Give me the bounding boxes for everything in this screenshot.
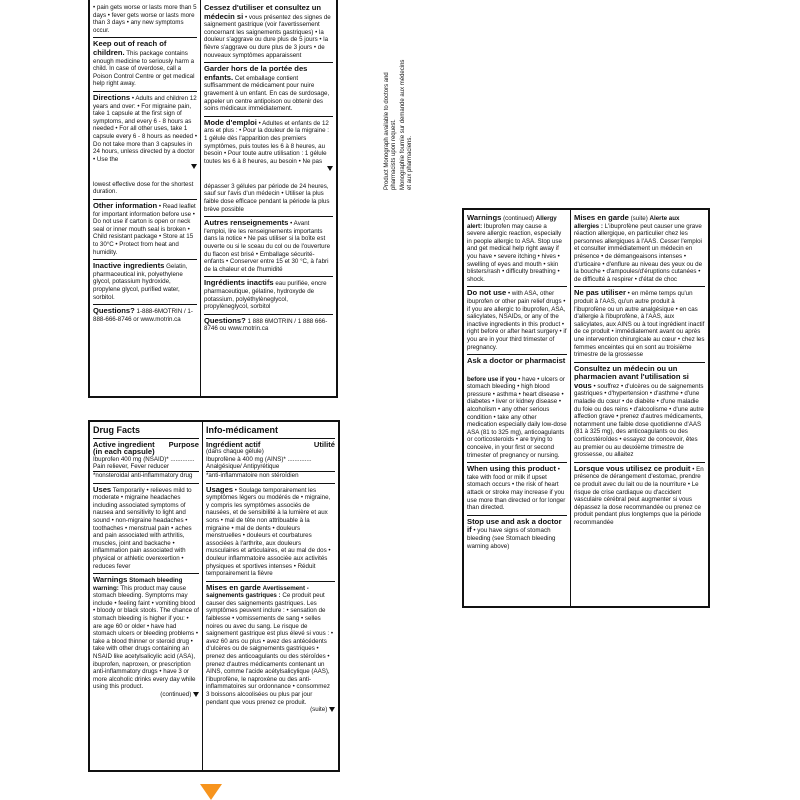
monograph-line-1: Product Monograph available to doctors and — [384, 72, 390, 190]
pa-right-section-autres-renseignements — [204, 217, 333, 277]
panel-c-english — [464, 210, 570, 606]
pc-left-section-warnings — [467, 212, 567, 287]
section-text: This package contains enough medicine to seriously harm a child. In case of overdose, call a Poison Control Centre or get medical help right away. — [93, 49, 195, 88]
section-heading: Lorsque vous utilisez ce produit — [574, 463, 691, 473]
pa-left-section-other-information — [93, 200, 197, 260]
section-text: • Adults and children 12 years and over: • For migraine pain, take 1 capsule at the first sign of symptoms, and every 6 - 8 hours as needed • For all other uses, take 1 capsule every 6 - 8 hours as needed • Do not take more than 3 capsules in 24 hours, unless directed by a doctor • Use the — [93, 94, 197, 163]
section-text: • you have signs of stomach bleeding (see Stomach bleeding warning above) — [467, 527, 556, 550]
drug-facts-english — [90, 422, 202, 770]
section-text: • with ASA, other ibuprofen or other pain relief drugs • if you are allergic to ibuprofen, ASA, salicylates, NSAIDs, or any of the inactive ingredients in this product • right before or after heart surgery • if you are in your third trimester of pregnancy. — [467, 290, 567, 351]
pa-right-section-garder-hors-de-la-portee-des-enfants — [204, 63, 333, 117]
pa-right-section-ingredients-inactifs — [204, 277, 333, 314]
uses-heading: Uses — [93, 484, 112, 494]
pa-right-section-mode-d-emploi — [204, 117, 333, 218]
section-text-secondary: • have • ulcers or stomach bleeding • high blood pressure • asthma • heart disease • diabetes • liver or kidney disease • alcoholism • any other serious condition • take any other medication especially daily low-dose ASA (81 to 325 mg), anticoagulants or corticosteroids • are trying to conceive, in your first or second trimester of pregnancy or nursing. — [467, 375, 567, 459]
section-heading: Do not use — [467, 288, 507, 298]
panel-c-french — [570, 210, 708, 606]
section-text: Gelatin, pharmaceutical ink, polyethylene glycol, potassium hydroxide, propylene glycol, purified water, sorbitol. — [93, 263, 188, 301]
mises-en-garde-text: Ce produit peut causer des saignements gastriques. Les symptômes peuvent inclure : • sensation de faiblesse • vomissements de sang • selles noires ou avec du sang. Le risque de saignement gastrique est plus élevé si vous : • avez 60 ans ou plus • avez des antécédents d'ulcères ou de saignements gastriques • prenez des anticoagulants ou des stéroïdes • prenez d'autres médicaments contenant un AINS, comme l'acide acétylsalicylique (AAS), l'ibuprofène, le naproxène ou des anti-inflammatoires sur ordonnance • consommez 3 boissons alcoolisées ou plus par jour pendant que vous prenez ce produit. — [206, 592, 334, 706]
section-text: • souffrez • d'ulcères ou de saignements gastriques • d'hypertension • d'asthme • d'une maladie du cœur • de diabète • d'une maladie du foie ou des reins • d'alcoolisme • d'une autre affection grave • prenez d'autres médicaments, notamment une faible dose quotidienne d'AAS (81 à 325 mg), des anticoagulants ou des corticostéroïdes • essayez de concevoir, êtes au premier ou au deuxième trimestre de grossesse, ou allaitez — [574, 382, 704, 459]
panel-warnings-continued — [462, 208, 710, 608]
pa-right-section-questions — [204, 315, 333, 336]
continue-arrow-icon — [327, 166, 333, 171]
utilite-label: Utilité — [313, 439, 335, 449]
section-heading: Warnings — [467, 213, 502, 222]
uses-section — [93, 484, 199, 575]
usages-heading: Usages — [206, 484, 234, 494]
section-text: • vous présentez des signes de saignement gastrique (voir l'avertissement concernant les saignements gastriques) • la douleur s'aggrave ou dure plus de 5 jours • la fièvre s'aggrave ou dure plus de 3 jours • de nouveaux symptômes apparaissent — [204, 13, 331, 59]
section-heading: Ingrédients inactifs — [204, 278, 274, 288]
pc-left-section-stop-use-and-ask-a-doctor-if — [467, 516, 567, 553]
section-heading: Ne pas utiliser — [574, 288, 626, 298]
purpose-label: Purpose — [168, 439, 199, 449]
stomach-bleeding-heading: Stomach bleeding warning: — [93, 577, 183, 592]
drug-facts-french — [202, 422, 338, 770]
active-ingredient-sub: (in each capsule) — [93, 447, 155, 457]
active-ingredient-note: *nonsteroidal anti-inflammatory drug — [93, 471, 193, 479]
section-subheading: (suite) — [630, 215, 648, 222]
section-heading: When using this product — [467, 464, 557, 474]
section-continuation: lowest effective dose for the shortest duration. — [93, 180, 194, 196]
panel-directions — [88, 0, 338, 398]
monograph-line-3: Monographie fournie sur demande aux médecins — [400, 59, 406, 190]
panel-drug-facts — [88, 420, 340, 772]
monograph-line-2: pharmacists upon request. — [391, 119, 397, 190]
section-text: eau purifiée, encre pharmaceutique, gélatine, hydroxyde de potassium, polyéthylèneglycol, propylèneglycol, sorbitol — [204, 280, 327, 311]
section-heading: Cessez d'utiliser et consultez un médecin si — [204, 3, 322, 21]
pa-left-section-directions — [93, 92, 197, 200]
section-heading-secondary: Allergy alert: — [467, 215, 557, 230]
spacer — [204, 173, 333, 183]
mises-en-garde-section — [206, 582, 335, 717]
section-text: • Avant l'emploi, lire les renseignements importants dans la notice • Ne pas utiliser si la boîte est ouverte ou si le sceau du col ou de l'ouverture du flacon est brisé • Emballage sécurité-enfants • Conserver entre 15 et 30 °C, à l'abri de la chaleur et de l'humidité — [204, 220, 331, 273]
section-heading: Ask a doctor or pharmacist — [467, 356, 566, 366]
section-subheading: (continued) — [503, 215, 535, 222]
spacer — [467, 366, 567, 376]
pc-right-section-mises-en-garde — [574, 212, 705, 287]
pc-left-section-when-using-this-product — [467, 463, 567, 516]
ingredient-actif-section — [206, 439, 335, 484]
pc-right-section-consultez-un-medecin-ou-un-pharmacien-avant-l-utilisation-si-vous — [574, 363, 705, 463]
panel-a-english — [90, 0, 200, 396]
pc-right-section-lorsque-vous-utilisez-ce-produit — [574, 463, 705, 530]
section-text: • Adultes et enfants de 12 ans et plus : • Pour la douleur de la migraine : 1 gélule dès l'apparition des premiers symptômes, puis toutes les 6 à 8 heures, au besoin • Pour toute autre utilisation : 1 gélule toutes les 6 à 8 heures, au besoin • Ne pas — [204, 119, 329, 165]
section-heading: Keep out of reach of children. — [93, 39, 167, 57]
section-heading: Consultez un médecin ou un pharmacien avant l'utilisation si vous — [574, 363, 689, 390]
orange-tab-marker — [200, 784, 222, 800]
usages-text: • Soulage temporairement les symptômes légers ou modérés de • migraine, y compris les symptômes associés de nausées, et de sensibilité à la lumière et aux sons • mal de tête non attribuable à la migraine • mal de dents • douleurs menstruelles • douleurs et courbatures associées à l'arthrite, aux douleurs musculaires et articulaires, et au mal de dos • douleur inflammatoire associée aux activités physiques et sportives intenses • Réduit temporairement la fièvre — [206, 486, 331, 578]
pc-left-section-ask-a-doctor-or-pharmacist — [467, 355, 567, 463]
suite-arrow-icon — [329, 707, 335, 712]
section-heading: Mode d'emploi — [204, 117, 257, 127]
info-medicament-title: Info-médicament — [206, 424, 335, 439]
ingredient-actif-note: *anti-inflammatoire non stéroïdien — [206, 471, 299, 479]
section-heading-secondary: before use if you — [467, 375, 517, 383]
continue-arrow-icon — [193, 692, 199, 697]
uses-text: Temporarily • relieves mild to moderate • migraine headaches including associated symptoms of nausea and sensitivity to light and sound • non-migraine headaches • toothaches • menstrual pain • aches and pain associated with arthritis, muscles, joint and backache • inflammation pain associated with physical or athletic overexertion • reduces fever — [93, 486, 192, 570]
section-text: Cet emballage contient suffisamment de médicament pour nuire gravement à un enfant. En cas de surdosage, appeler un centre antipoison ou obtenir des soins médicaux immédiatement. — [204, 74, 330, 113]
continue-arrow-icon — [191, 164, 197, 169]
saignements-heading: Avertissement - saignements gastriques : — [206, 584, 309, 600]
section-text: 1 888 6MOTRIN / 1 888 666-8746 ou www.motrin.ca — [204, 317, 328, 333]
ingredient-actif-text: Ibuprofène à 400 mg (AINS)* .............. Analgésique/ Antipyrétique — [206, 456, 335, 472]
active-ingredient-section — [93, 439, 199, 484]
section-continuation: dépasser 3 gélules par période de 24 heures, sauf sur l'avis d'un médecin • Utiliser la plus faible dose efficace pendant la période la plus brève possible — [204, 182, 330, 213]
pa-left-section-keep-out-of-reach-of-children — [93, 38, 197, 92]
active-ingredient-text: Ibuprofen 400 mg (NSAID)* .............. Pain reliever, Fever reducer — [93, 456, 199, 472]
pa-right-section-cessez-d-utiliser-et-consultez-un-medecin-si — [204, 2, 333, 63]
section-heading: Mises en garde — [574, 213, 629, 222]
warnings-section — [93, 574, 199, 702]
section-text: Ibuprofen may cause a severe allergic reaction, especially in people allergic to ASA. Stop use and get medical help right away if you have • severe itching • hives • swelling of eyes and mouth • skin blisters/rash • difficulty breathing • shock. — [467, 222, 562, 283]
section-heading: Questions? — [204, 315, 246, 325]
section-text: • pain gets worse or lasts more than 5 days • fever gets worse or lasts more than 3 days • any new symptoms occur. — [93, 4, 197, 34]
warnings-text: This product may cause stomach bleeding. Symptoms may include • feeling faint • vomiting blood • bloody or black stools. The chance of stomach bleeding is higher if you: • are age 60 or older • have had stomach ulcers or bleeding problems • take a blood thinner or steroid drug • take with other drugs containing an NSAID like acetylsalicylic acid (ASA), ibuprofen, naproxen, or prescription anti-inflammatory drugs • have 3 or more alcoholic drinks every day while using this product. — [93, 584, 199, 691]
section-heading: Inactive ingredients — [93, 261, 165, 271]
drug-facts-title: Drug Facts — [93, 424, 199, 439]
pa-left-section-intro — [93, 2, 197, 38]
ingredient-actif-sub: (dans chaque gélule) — [206, 448, 264, 456]
section-heading: Directions — [93, 92, 131, 102]
pa-left-section-inactive-ingredients — [93, 260, 197, 305]
section-heading: Other information — [93, 201, 158, 211]
ingredient-actif-label: Ingrédient actif — [206, 439, 261, 449]
section-text: • En présence de dérangement d'estomac, prendre ce produit avec du lait ou de la nourriture • Le risque de crise cardiaque ou d'accident vasculaire cérébral peut augmenter si vous dépassez la dose recommandée ou prenez ce produit pendant plus longtemps que la période recommandée — [574, 465, 704, 526]
panel-a-french — [200, 0, 336, 396]
section-text: • take with food or milk if upset stomach occurs • the risk of heart attack or stroke may increase if you use more than directed or for longer than directed. — [467, 466, 566, 512]
pc-right-section-ne-pas-utiliser — [574, 287, 705, 362]
section-text: • Read leaflet for important information before use • Do not use if carton is open or neck seal or inner mouth seal is broken • Child resistant package • Store at 15 to 30°C • Protect from heat and humidity. — [93, 203, 196, 256]
suite-label: (suite) — [310, 706, 328, 714]
spacer — [93, 171, 197, 181]
usages-section — [206, 484, 335, 582]
section-heading-secondary: Alerte aux allergies : — [574, 215, 680, 230]
pc-left-section-do-not-use — [467, 287, 567, 355]
continued-label: (continued) — [160, 691, 192, 698]
section-text: L'ibuprofène peut causer une grave réaction allergique, en particulier chez les personnes allergiques à l'AAS. Cesser l'emploi et consulter immédiatement un médecin en présence • de démangeaisons intenses • d'urticaire • d'enflure au niveau des yeux ou de la bouche • d'ampoules/d'éruptions cutanées • de difficulté à respirer • d'état de choc — [574, 222, 703, 283]
section-heading: Autres renseignements — [204, 218, 289, 228]
mises-en-garde-heading: Mises en garde — [206, 582, 261, 592]
pa-left-section-questions — [93, 305, 197, 326]
section-heading: Garder hors de la portée des enfants. — [204, 64, 308, 82]
monograph-line-4: et aux pharmaciens. — [407, 135, 413, 190]
warnings-heading: Warnings — [93, 575, 128, 585]
section-text: • en même temps qu'un produit à l'AAS, qu'un autre produit à l'ibuprofène ou un autre analgésique • en cas d'allergie à l'ibuprofène, à l'AAS, aux salicylates, aux AINS ou à tout ingrédient inactif de ce produit • immédiatement avant ou après une intervention chirurgicale au cœur • chez les femmes enceintes qui en sont au troisième trimestre de la grossesse — [574, 290, 705, 359]
section-heading: Questions? — [93, 306, 135, 316]
section-heading: Stop use and ask a doctor if — [467, 516, 562, 535]
active-ingredient-label: Active ingredient — [93, 439, 155, 449]
section-text: 1-888-6MOTRIN / 1-888-666-8746 or www.motrin.ca — [93, 308, 193, 323]
